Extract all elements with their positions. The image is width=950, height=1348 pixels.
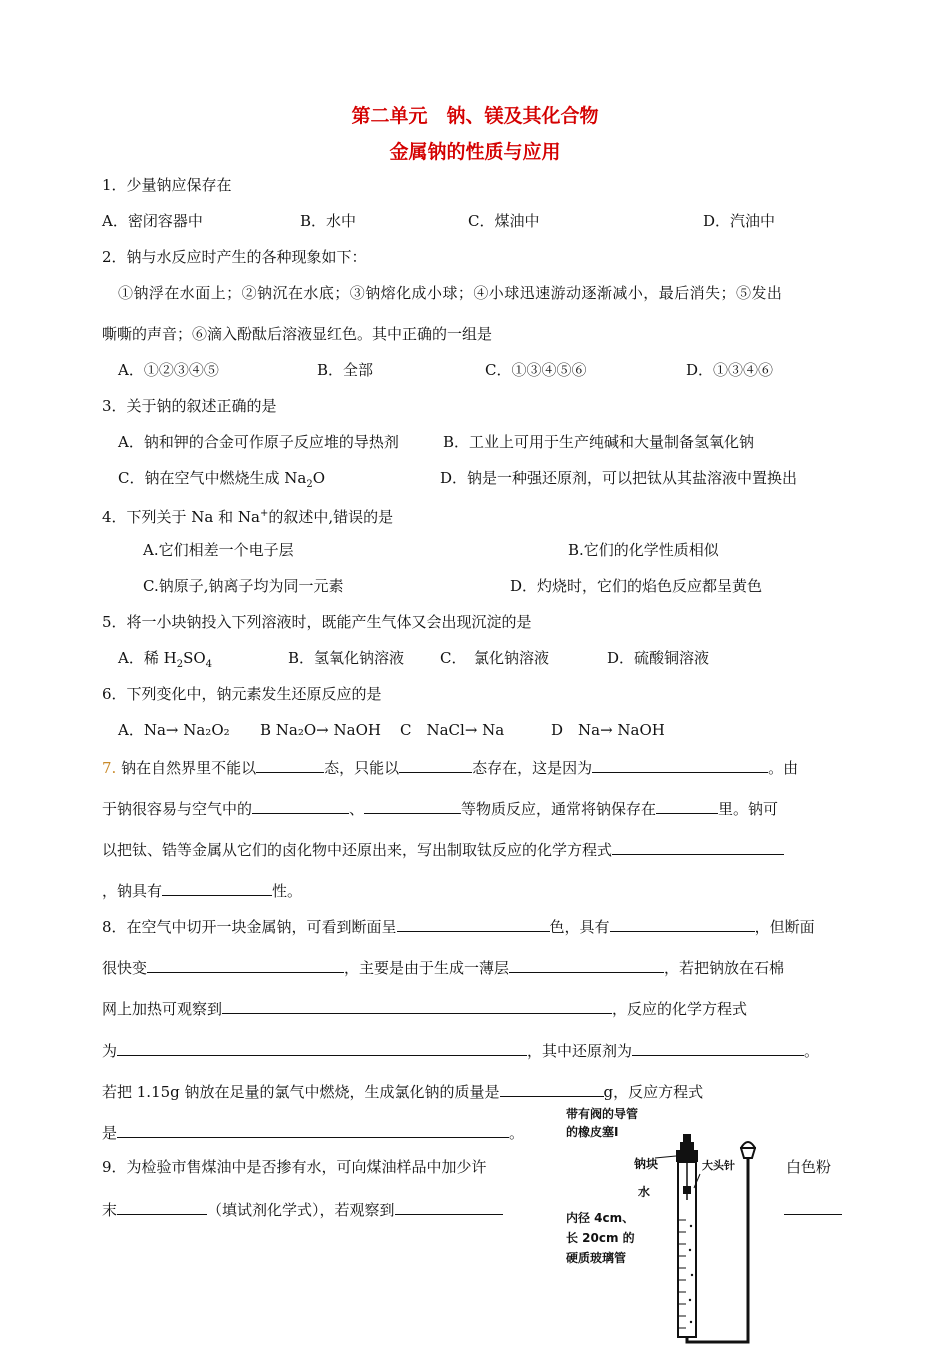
rubber-stopper bbox=[676, 1150, 698, 1162]
q5-option-b: B．氢氧化钠溶液 bbox=[288, 649, 405, 667]
q3-stem: 3．关于钠的叙述正确的是 bbox=[102, 397, 277, 415]
q2-option-c: C．①③④⑤⑥ bbox=[485, 361, 587, 379]
q7-line3: 以把钛、锆等金属从它们的卤化物中还原出来，写出制取钛反应的化学方程式 bbox=[102, 838, 784, 860]
figure-label-stopper: 的橡皮塞Ⅰ bbox=[566, 1125, 619, 1139]
figure-label-pin: 大头针 bbox=[702, 1159, 735, 1172]
figure-label-valve-tube: 带有阀的导管 bbox=[566, 1107, 639, 1121]
q2-option-d: D．①③④⑥ bbox=[686, 361, 774, 379]
q3-option-a: A．钠和钾的合金可作原子反应堆的导热剂 bbox=[118, 433, 399, 451]
q7-number: 7. bbox=[102, 759, 117, 777]
q7-line1: 7. 钠在自然界里不能以 态，只能以 态存在，这是因为 。由 bbox=[102, 756, 798, 778]
lesson-title: 金属钠的性质与应用 bbox=[389, 141, 561, 163]
sodium-block bbox=[683, 1186, 691, 1194]
q7-line2: 于钠很容易与空气中的 、 等物质反应，通常将钠保存在 里。钠可 bbox=[102, 797, 778, 819]
q6-option-a: A．Na→ Na₂O₂ bbox=[118, 721, 230, 739]
q4-stem: 4．下列关于 Na 和 Na+的叙述中,错误的是 bbox=[102, 508, 394, 526]
q3-option-d: D．钠是一种强还原剂，可以把钛从其盐溶液中置换出 bbox=[440, 469, 798, 487]
q3-option-c: C．钠在空气中燃烧生成 $Na_2O$ bbox=[118, 469, 326, 490]
figure-label-sodium: 钠块 bbox=[634, 1157, 659, 1171]
q6-option-c: C NaCl→ Na bbox=[400, 721, 505, 739]
q5-stem: 5．将一小块钠投入下列溶液时，既能产生气体又会出现沉淀的是 bbox=[102, 613, 532, 631]
q9-line2: 末 （填试剂化学式），若观察到 bbox=[102, 1198, 503, 1220]
figure-label-water: 水 bbox=[638, 1185, 651, 1199]
q5-option-c: C． 氯化钠溶液 bbox=[440, 649, 549, 667]
q4-option-a: A.它们相差一个电子层 bbox=[143, 541, 294, 559]
q4-option-c: C.钠原子,钠离子均为同一元素 bbox=[143, 577, 344, 595]
q1-option-a: A．密闭容器中 bbox=[102, 212, 203, 230]
q8-line2: 很快变 ，主要是由于生成一薄层 ，若把钠放在石棉 bbox=[102, 956, 784, 978]
figure-label-tube-material: 硬质玻璃管 bbox=[566, 1251, 627, 1265]
q8-line5: 若把 1.15g 钠放在足量的氯气中燃烧，生成氯化钠的质量是 g，反应方程式 bbox=[102, 1080, 703, 1102]
figure-label-tube-length: 长 20cm 的 bbox=[566, 1231, 635, 1245]
q1-option-b: B．水中 bbox=[300, 212, 357, 230]
q8-line6: 是 。 bbox=[102, 1121, 524, 1143]
q1-option-c: C．煤油中 bbox=[468, 212, 540, 230]
q9-line2-right-blank bbox=[784, 1198, 842, 1220]
q3-option-b: B．工业上可用于生产纯碱和大量制备氢氧化钠 bbox=[443, 433, 755, 451]
q2-option-b: B．全部 bbox=[317, 361, 374, 379]
q8-line3: 网上加热可观察到 ，反应的化学方程式 bbox=[102, 997, 747, 1019]
q1-option-d: D．汽油中 bbox=[703, 212, 776, 230]
q4-option-b: B.它们的化学性质相似 bbox=[568, 541, 719, 559]
q9-line1-right: 白色粉 bbox=[786, 1158, 832, 1176]
q9-line1-left: 9．为检验市售煤油中是否掺有水，可向煤油样品中加少许 bbox=[102, 1158, 487, 1176]
q5-option-d: D．硫酸铜溶液 bbox=[607, 649, 710, 667]
q6-stem: 6．下列变化中，钠元素发生还原反应的是 bbox=[102, 685, 382, 703]
q7-line4: ，钠具有 性。 bbox=[102, 879, 302, 901]
q4-option-d: D．灼烧时，它们的焰色反应都呈黄色 bbox=[510, 577, 763, 595]
q2-stem: 2．钠与水反应时产生的各种现象如下： bbox=[102, 248, 367, 266]
q2-option-a: A．①②③④⑤ bbox=[118, 361, 219, 379]
valve-icon bbox=[680, 1142, 694, 1150]
q8-line1: 8．在空气中切开一块金属钠，可看到断面呈 色，具有 ，但断面 bbox=[102, 915, 815, 937]
funnel bbox=[741, 1142, 755, 1158]
q8-line4: 为 ，其中还原剂为 。 bbox=[102, 1039, 819, 1061]
q1-stem: 1．少量钠应保存在 bbox=[102, 176, 232, 194]
q6-option-d: D Na→ NaOH bbox=[551, 721, 665, 739]
q2-text-line2: 嘶嘶的声音；⑥滴入酚酞后溶液显红色。其中正确的一组是 bbox=[102, 325, 493, 343]
q2-text-line1: ①钠浮在水面上；②钠沉在水底；③钠熔化成小球；④小球迅速游动逐渐减小，最后消失；⑤发出 bbox=[118, 284, 783, 302]
apparatus-figure bbox=[562, 1107, 792, 1344]
figure-label-tube-diameter: 内径 4cm、 bbox=[566, 1211, 635, 1225]
q6-option-b: B Na₂O→ NaOH bbox=[260, 721, 381, 739]
unit-title: 第二单元 钠、镁及其化合物 bbox=[351, 105, 599, 127]
q5-option-a: A．稀 $H_2SO_4$ bbox=[118, 649, 213, 670]
